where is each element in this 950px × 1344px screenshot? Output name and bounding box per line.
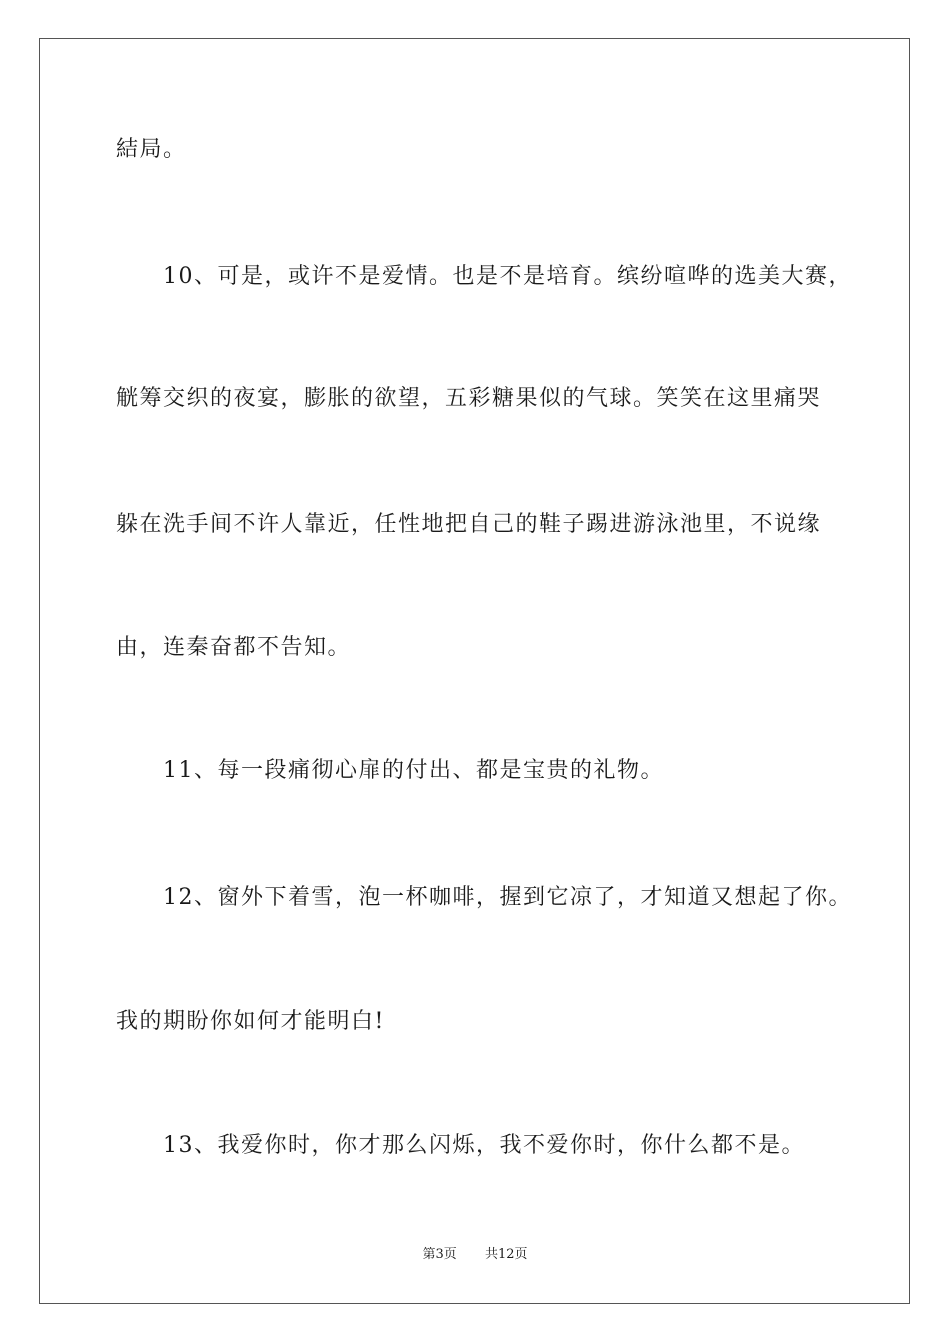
page-total: 共12页	[485, 1247, 528, 1262]
text-line: 13、我爱你时，你才那么闪烁，我不爱你时，你什么都不是。	[116, 1133, 805, 1158]
text-line: 11、每一段痛彻心扉的付出、都是宝贵的礼物。	[116, 758, 664, 783]
text-line: 10、可是，或许不是爱情。也是不是培育。缤纷喧哗的选美大赛，	[116, 264, 852, 289]
text-line: 觥筹交织的夜宴，膨胀的欲望，五彩糖果似的气球。笑笑在这里痛哭	[116, 386, 822, 411]
text-line: 躲在洗手间不许人靠近，任性地把自己的鞋子踢进游泳池里，不说缘	[116, 512, 822, 537]
page-border	[39, 38, 910, 1304]
page-footer	[0, 1246, 950, 1264]
text-line: 由，连秦奋都不告知。	[116, 635, 352, 660]
text-line: 我的期盼你如何才能明白!	[116, 1009, 385, 1034]
text-line: 12、窗外下着雪，泡一杯咖啡，握到它凉了，才知道又想起了你。	[116, 885, 852, 910]
page-number: 第3页	[422, 1247, 457, 1262]
text-line: 結局。	[116, 137, 187, 162]
